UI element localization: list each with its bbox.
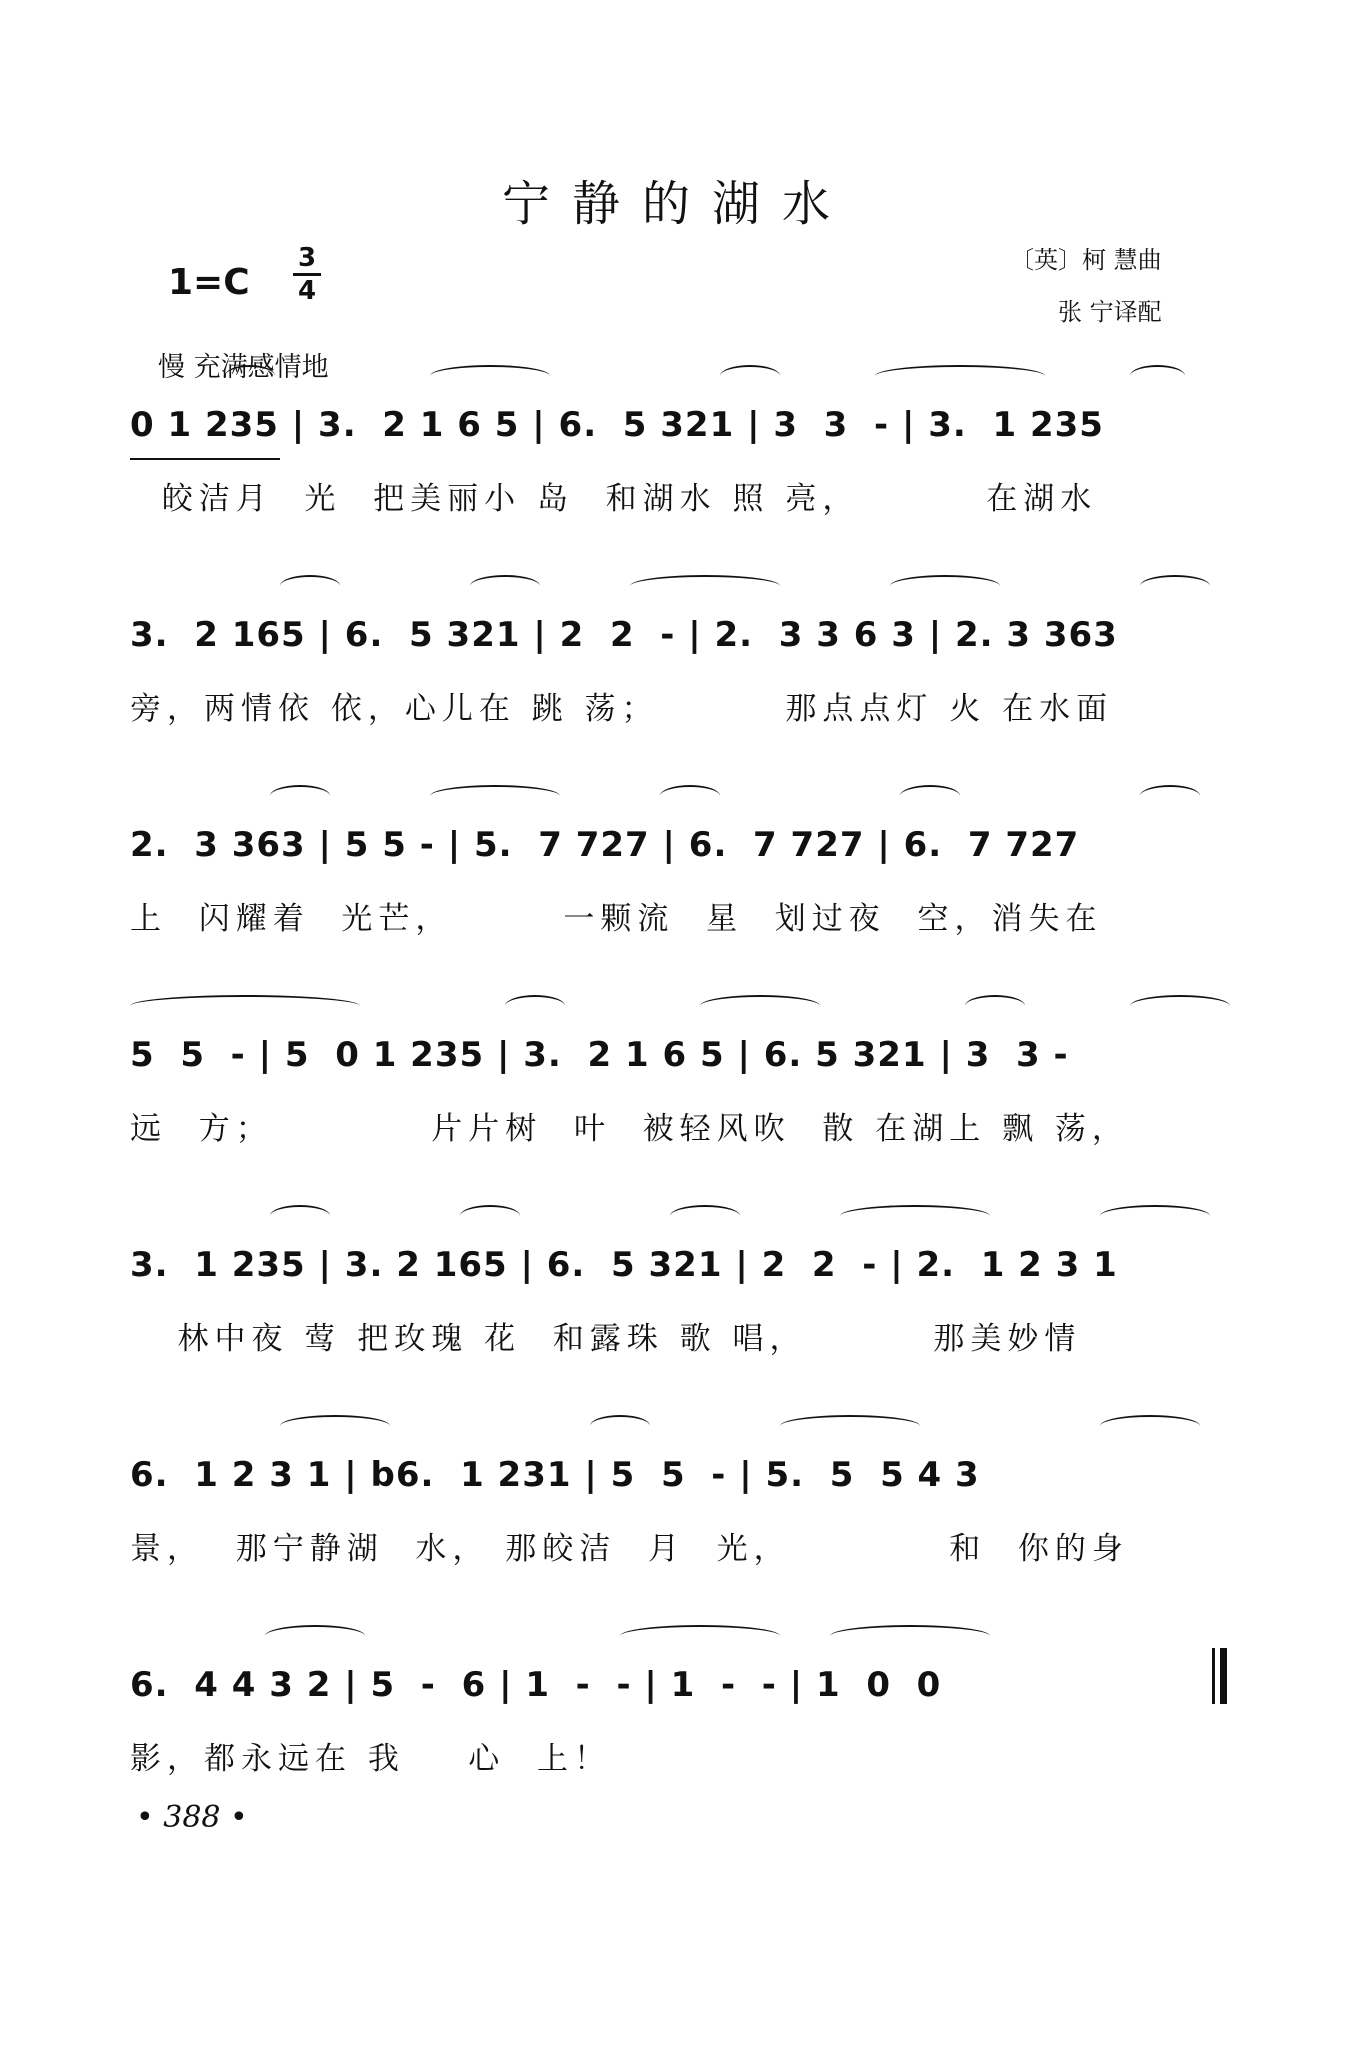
- music-system-4: [130, 995, 1240, 1145]
- tempo-expression: 慢 充满感情地: [158, 352, 329, 383]
- music-system-5: [130, 1205, 1240, 1355]
- notation-line: 0 1 235 | 3. 2 1 6 5 | 6. 5 321 | 3 3 - | 3. 1 235: [130, 405, 1104, 445]
- lyrics-line: 林中夜 莺 把玫瑰 花 和露珠 歌 唱， 那美妙情: [130, 1321, 1082, 1357]
- composer-credit: 〔英〕柯 慧曲: [1010, 246, 1162, 274]
- tie: [875, 365, 1045, 387]
- triplet-slur: [890, 575, 1000, 597]
- music-system-1: [130, 365, 1240, 515]
- slur: [430, 365, 550, 387]
- slur: [700, 995, 820, 1017]
- page-number: • 388 •: [136, 1800, 248, 1835]
- triplet-slur: [1100, 1415, 1200, 1437]
- key-signature: 1=C: [168, 262, 250, 303]
- notation-line: 3. 1 235 | 3. 2 165 | 6. 5 321 | 2 2 - | 2. 1 2 3 1: [130, 1245, 1118, 1285]
- arranger-credit: 张 宁译配: [1058, 298, 1162, 326]
- lyrics-line: 景， 那宁静湖 水， 那皎洁 月 光， 和 你的身: [130, 1531, 1129, 1567]
- time-signature-top: 3: [297, 243, 317, 273]
- notation-line: 6. 4 4 3 2 | 5 - 6 | 1 - - | 1 - - | 1 0 0: [130, 1665, 942, 1705]
- triplet-slur: [965, 995, 1025, 1017]
- triplet-slur: [720, 365, 780, 387]
- lyrics-line: 影，都永远在 我 心 上！: [130, 1741, 611, 1777]
- triplet-slur: [460, 1205, 520, 1227]
- notation-line: 3. 2 165 | 6. 5 321 | 2 2 - | 2. 3 3 6 3 | 2. 3 363: [130, 615, 1118, 655]
- final-barline-thick: [1220, 1648, 1227, 1704]
- tie: [130, 995, 360, 1017]
- triplet-slur: [470, 575, 540, 597]
- triplet-slur: [280, 575, 340, 597]
- song-title: 宁静的湖水: [501, 176, 852, 232]
- triplet-slur: [280, 1415, 390, 1437]
- music-system-3: [130, 785, 1240, 935]
- triplet-slur: [900, 785, 960, 807]
- music-system-2: [130, 575, 1240, 725]
- tie: [630, 575, 780, 597]
- tie: [780, 1415, 920, 1437]
- triplet-slur: [1130, 365, 1185, 387]
- notation-line: 2. 3 363 | 5 5 - | 5. 7 727 | 6. 7 727 | 6. 7 727: [130, 825, 1080, 865]
- music-system-7: [130, 1625, 1240, 1775]
- tie: [1130, 995, 1230, 1017]
- triplet-slur: [505, 995, 565, 1017]
- notation-line: 5 5 - | 5 0 1 235 | 3. 2 1 6 5 | 6. 5 321 | 3 3 -: [130, 1035, 1069, 1075]
- lyrics-line: 远 方； 片片树 叶 被轻风吹 散 在湖上 飘 荡，: [130, 1111, 1129, 1147]
- tie: [620, 1625, 780, 1647]
- triplet-slur: [1140, 785, 1200, 807]
- triplet-slur: [270, 785, 330, 807]
- triplet-slur: [225, 365, 275, 387]
- music-system-6: [130, 1415, 1240, 1565]
- lyrics-line: 上 闪耀着 光芒， 一颗流 星 划过夜 空，消失在: [130, 901, 1103, 937]
- triplet-slur: [270, 1205, 330, 1227]
- triplet-slur: [590, 1415, 650, 1437]
- triplet-slur: [265, 1625, 365, 1647]
- triplet-slur: [670, 1205, 740, 1227]
- tie: [830, 1625, 990, 1647]
- final-barline-thin: [1212, 1648, 1215, 1704]
- notation-line: 6. 1 2 3 1 | b6. 1 231 | 5 5 - | 5. 5 5 4 3: [130, 1455, 980, 1495]
- triplet-slur: [1100, 1205, 1210, 1227]
- tie: [430, 785, 560, 807]
- time-signature: [290, 244, 324, 305]
- tie: [840, 1205, 990, 1227]
- triplet-slur: [660, 785, 720, 807]
- lyrics-line: 旁，两情依 依，心儿在 跳 荡； 那点点灯 火 在水面: [130, 691, 1114, 727]
- lyrics-line: 皎洁月 光 把美丽小 岛 和湖水 照 亮， 在湖水: [130, 481, 1098, 517]
- triplet-slur: [1140, 575, 1210, 597]
- time-signature-bottom: 4: [297, 276, 317, 306]
- beam-underline: [130, 458, 280, 460]
